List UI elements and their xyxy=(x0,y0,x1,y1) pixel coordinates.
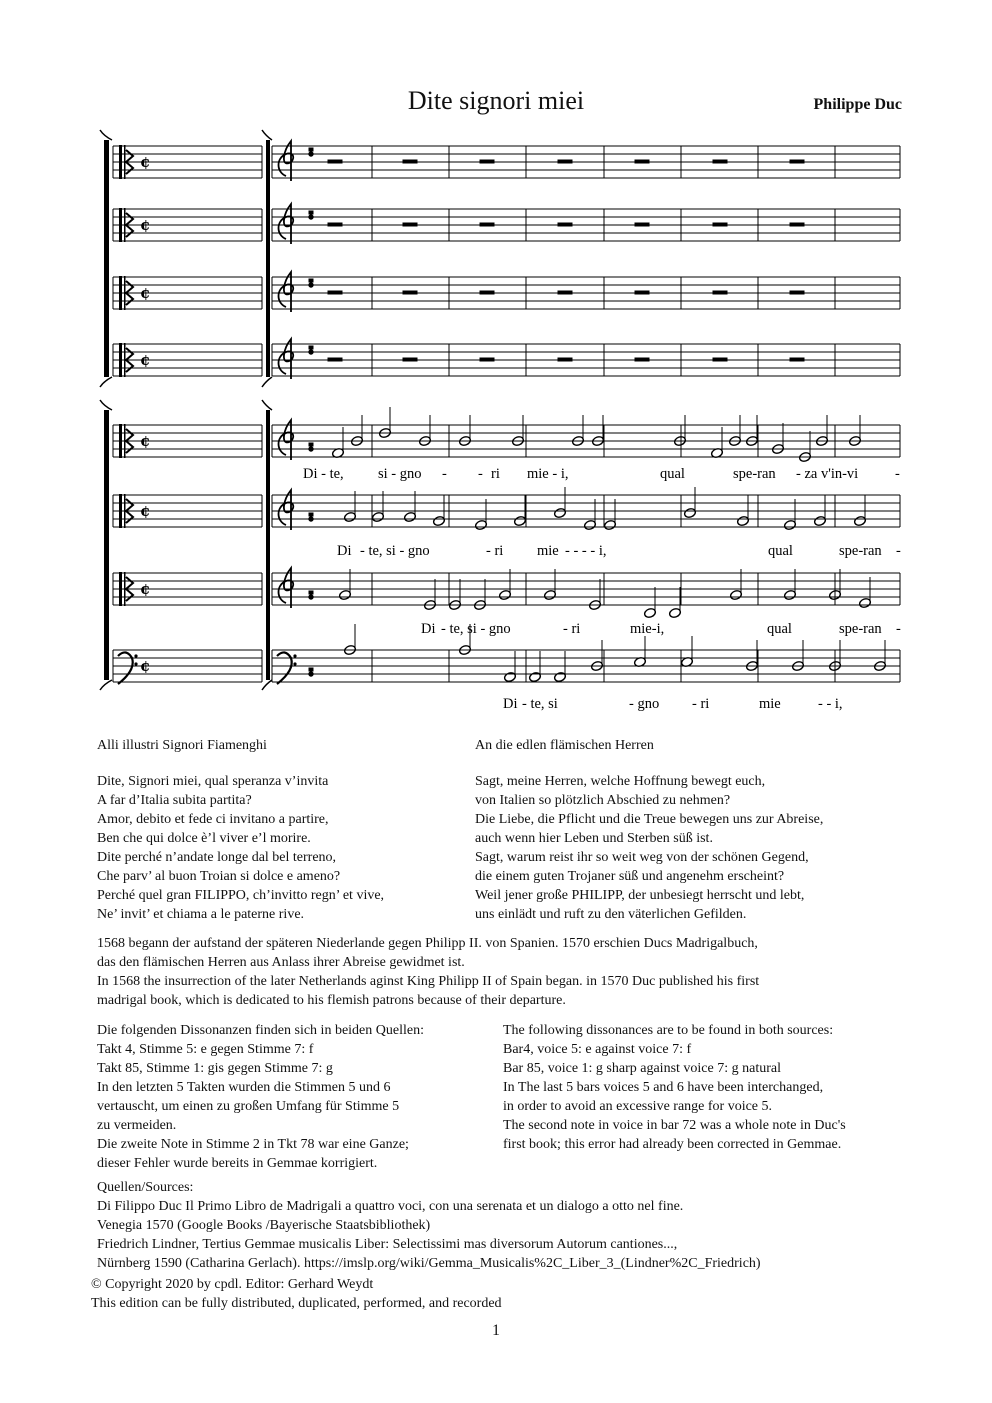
note-line: Takt 4, Stimme 5: e gegen Stimme 7: f xyxy=(97,1042,314,1057)
whole-rest xyxy=(790,358,804,361)
staff xyxy=(113,495,900,527)
poem-line: Die Liebe, die Pflicht und die Treue bewegen uns zur Abreise, xyxy=(475,812,824,827)
staff-system xyxy=(113,146,900,682)
lyric-v8-1: Di xyxy=(503,696,518,712)
time-signature: ¢ xyxy=(140,153,151,171)
whole-rest xyxy=(558,223,572,226)
staff xyxy=(113,344,900,376)
c-clef-icon xyxy=(119,208,122,242)
c-clef-icon xyxy=(119,572,122,606)
lyric-v5-8: spe-ran xyxy=(733,466,776,482)
note-line: dieser Fehler wurde bereits in Gemmae korrigiert. xyxy=(97,1156,378,1171)
note-line: Die folgenden Dissonanzen finden sich in beiden Quellen: xyxy=(97,1023,424,1038)
note-line: Bar4, voice 5: e against voice 7: f xyxy=(503,1042,692,1057)
treble-clef-icon xyxy=(279,141,294,181)
whole-rest xyxy=(635,291,649,294)
note-line: Takt 85, Stimme 1: gis gegen Stimme 7: g xyxy=(97,1061,333,1076)
time-signature: ¢ xyxy=(140,502,151,520)
poem-line: auch wenn hier Leben und Sterben süß ist. xyxy=(475,831,713,846)
poem-line: die einem guten Trojaner süß und angenehm erscheint? xyxy=(475,869,785,884)
note-line: The following dissonances are to be found in both sources: xyxy=(503,1023,834,1038)
source-line: Di Filippo Duc Il Primo Libro de Madrigali a quattro voci, con una serenata et un dialogo a otto nel fine. xyxy=(97,1199,684,1214)
clef-dot xyxy=(293,654,296,657)
lyric-v6-6: qual xyxy=(768,543,793,559)
poem-line: Ben che qui dolce è’l viver e’l morire. xyxy=(97,831,311,846)
note-stem xyxy=(309,279,313,282)
whole-rest xyxy=(790,160,804,163)
whole-rest xyxy=(558,358,572,361)
italian-heading: Alli illustri Signori Fiamenghi xyxy=(97,738,267,753)
whole-rest xyxy=(328,223,342,226)
note-stem xyxy=(309,148,313,151)
breve-note xyxy=(309,595,313,599)
lyric-v6-8: - xyxy=(896,543,901,559)
history-line: 1568 begann der aufstand der späteren Niederlande gegen Philipp II. von Spanien. 1570 erschien Ducs Madrigalbuch, xyxy=(97,936,758,951)
lyric-v7-7: - xyxy=(896,621,901,637)
note-stem xyxy=(309,513,313,516)
whole-rest xyxy=(713,160,727,163)
distribution-note: This edition can be fully distributed, duplicated, performed, and recorded xyxy=(91,1296,502,1311)
treble-clef-icon xyxy=(279,490,294,530)
lyric-v7-2: - te, si - gno xyxy=(441,621,511,637)
staff xyxy=(113,650,900,682)
editorial-notes-english xyxy=(503,1021,846,1154)
whole-rest xyxy=(558,160,572,163)
whole-rest xyxy=(480,291,494,294)
poem-line: Dite perché n’andate longe dal bel terreno, xyxy=(97,850,337,865)
lyric-v5-3: - xyxy=(442,466,447,482)
whole-rest xyxy=(790,223,804,226)
note-line: in order to avoid an excessive range for voice 5. xyxy=(503,1099,773,1114)
c-clef-icon xyxy=(119,276,122,310)
sources xyxy=(97,1178,761,1273)
whole-rest xyxy=(328,291,342,294)
whole-rest xyxy=(635,358,649,361)
page-number: 1 xyxy=(492,1322,500,1339)
lyric-v5-1: Di - te, xyxy=(303,466,344,482)
lyric-v5-7: qual xyxy=(660,466,685,482)
whole-rest xyxy=(328,358,342,361)
lyric-v7-5: qual xyxy=(767,621,792,637)
poem-line: Dite, Signori miei, qual speranza v’invita xyxy=(97,774,329,789)
historical-note xyxy=(97,934,759,1010)
copyright: © Copyright 2020 by cpdl. Editor: Gerhard Weydt xyxy=(91,1277,374,1292)
c-clef-icon xyxy=(119,145,122,179)
staff xyxy=(113,209,900,241)
lyric-v5-10: - xyxy=(895,466,900,482)
poem-line: von Italien so plötzlich Abschied zu nehmen? xyxy=(475,793,731,808)
whole-rest xyxy=(328,160,342,163)
sources-heading: Quellen/Sources: xyxy=(97,1180,194,1195)
lyric-v5-4: - xyxy=(478,466,483,482)
treble-clef-icon xyxy=(279,420,294,460)
breve-note xyxy=(309,283,313,287)
whole-rest xyxy=(635,223,649,226)
clef-dot xyxy=(134,654,137,657)
german-poem xyxy=(475,772,823,924)
page-title: Dite signori miei xyxy=(407,86,585,115)
poem-line: Weil jener große PHILIPP, der unbesiegt herrscht und lebt, xyxy=(475,888,805,903)
clef-dot xyxy=(134,662,137,665)
lyric-v7-6: spe-ran xyxy=(839,621,882,637)
treble-clef-icon xyxy=(279,568,294,608)
whole-rest xyxy=(713,358,727,361)
poem-line: Che parv’ al buon Troian si dolce e ameno? xyxy=(97,869,341,884)
note-line: zu vermeiden. xyxy=(97,1118,177,1133)
whole-rest xyxy=(403,358,417,361)
c-clef-icon xyxy=(119,343,122,377)
poem-line: uns einlädt und ruft zu den väterlichen Gefilden. xyxy=(475,907,747,922)
breve-note xyxy=(309,517,313,521)
lyric-v5-9: - za v'in-vi xyxy=(796,466,859,482)
treble-clef-icon xyxy=(279,204,294,244)
breve-note xyxy=(309,672,313,676)
lyric-v7-4: mie-i, xyxy=(630,621,665,637)
whole-rest xyxy=(403,160,417,163)
time-signature: ¢ xyxy=(140,216,151,234)
time-signature: ¢ xyxy=(140,580,151,598)
whole-rest xyxy=(635,160,649,163)
lyric-v7-1: Di xyxy=(421,621,436,637)
lyric-v5-6: mie - i, xyxy=(527,466,569,482)
bass-clef-icon xyxy=(118,652,133,684)
whole-rest xyxy=(480,358,494,361)
time-signature: ¢ xyxy=(140,284,151,302)
source-line: Venegia 1570 (Google Books /Bayerische Staatsbibliothek) xyxy=(97,1218,431,1233)
lyric-v8-5: mie xyxy=(759,696,781,712)
source-line: Nürnberg 1590 (Catharina Gerlach). https://imslp.org/wiki/Gemma_Musicalis%2C_Liber_3_(Lindner%2C_Friedrich) xyxy=(97,1256,761,1271)
lyric-v5-2: si - gno xyxy=(378,466,422,482)
history-line: madrigal book, which is dedicated to his flemish patrons because of their departure. xyxy=(97,993,566,1008)
note-line: In The last 5 bars voices 5 and 6 have been interchanged, xyxy=(503,1080,824,1095)
whole-rest xyxy=(790,291,804,294)
clef-dot xyxy=(293,662,296,665)
c-clef-icon xyxy=(119,424,122,458)
time-signature: ¢ xyxy=(140,351,151,369)
notes xyxy=(309,148,887,683)
history-line: das den flämischen Herren aus Anlass ihrer Abreise gewidmet ist. xyxy=(97,955,465,970)
lyric-v6-7: spe-ran xyxy=(839,543,882,559)
note-stem xyxy=(309,668,313,671)
staff xyxy=(113,146,900,178)
lyric-v8-2: - te, si xyxy=(522,696,558,712)
whole-rest xyxy=(403,291,417,294)
note-line: Bar 85, voice 1: g sharp against voice 7: g natural xyxy=(503,1061,781,1076)
lyric-v6-3: - ri xyxy=(486,543,504,559)
lyric-v6-5: - - - - i, xyxy=(565,543,607,559)
poem-line: Sagt, warum reist ihr so weit weg von der schönen Gegend, xyxy=(475,850,809,865)
bass-clef-icon xyxy=(277,652,292,684)
note-line: Die zweite Note in Stimme 2 in Tkt 78 war eine Ganze; xyxy=(97,1137,409,1152)
poem-line: Perché quel gran FILIPPO, ch’invitto regn’ et vive, xyxy=(97,888,385,903)
german-heading: An die edlen flämischen Herren xyxy=(475,738,654,753)
time-signature: ¢ xyxy=(140,657,151,675)
whole-rest xyxy=(713,291,727,294)
note-stem xyxy=(309,211,313,214)
history-line: In 1568 the insurrection of the later Netherlands aginst King Philipp II of Spain began. in 1570 Duc published his first xyxy=(97,974,760,989)
lyric-v6-4: mie xyxy=(537,543,559,559)
lyric-v7-3: - ri xyxy=(563,621,581,637)
note-line: The second note in voice in bar 72 was a whole note in Duc's xyxy=(503,1118,846,1133)
time-signature: ¢ xyxy=(140,432,151,450)
note-stem xyxy=(309,591,313,594)
staff xyxy=(113,425,900,457)
lyric-v6-2: - te, si - gno xyxy=(360,543,430,559)
source-line: Friedrich Lindner, Tertius Gemmae musicalis Liber: Selectissimi mas diversorum Autorum cantiones..., xyxy=(97,1237,678,1252)
note-stem xyxy=(309,443,313,446)
treble-clef-icon xyxy=(279,339,294,379)
poem-line: Amor, debito et fede ci invitano a partire, xyxy=(97,812,329,827)
italian-poem xyxy=(97,772,384,924)
composer-name: Philippe Duc xyxy=(813,96,902,113)
whole-rest xyxy=(403,223,417,226)
lyric-v5-5: ri xyxy=(491,466,500,482)
c-clef-icon xyxy=(119,494,122,528)
breve-note xyxy=(309,215,313,219)
note-stem xyxy=(309,346,313,349)
poem-line: Ne’ invit’ et chiama a le paterne rive. xyxy=(97,907,305,922)
treble-clef-icon xyxy=(279,272,294,312)
whole-rest xyxy=(558,291,572,294)
breve-note xyxy=(309,447,313,451)
staff xyxy=(113,277,900,309)
breve-note xyxy=(309,152,313,156)
whole-rest xyxy=(480,160,494,163)
poem-line: Sagt, meine Herren, welche Hoffnung bewegt euch, xyxy=(475,774,766,789)
note-line: first book; this error had already been corrected in Gemmae. xyxy=(503,1137,842,1152)
lyric-v8-3: - gno xyxy=(629,696,660,712)
lyric-v6-1: Di xyxy=(337,543,352,559)
whole-rest xyxy=(713,223,727,226)
lyric-v8-4: - ri xyxy=(692,696,710,712)
whole-rest xyxy=(480,223,494,226)
lyric-v8-6: - - i, xyxy=(818,696,843,712)
poem-line: A far d’Italia subita partita? xyxy=(97,793,252,808)
editorial-notes-german xyxy=(97,1021,424,1173)
staff xyxy=(113,573,900,605)
note-line: vertauscht, um einen zu großen Umfang für Stimme 5 xyxy=(97,1099,400,1114)
note-line: In den letzten 5 Takten wurden die Stimmen 5 und 6 xyxy=(97,1080,391,1095)
breve-note xyxy=(309,350,313,354)
